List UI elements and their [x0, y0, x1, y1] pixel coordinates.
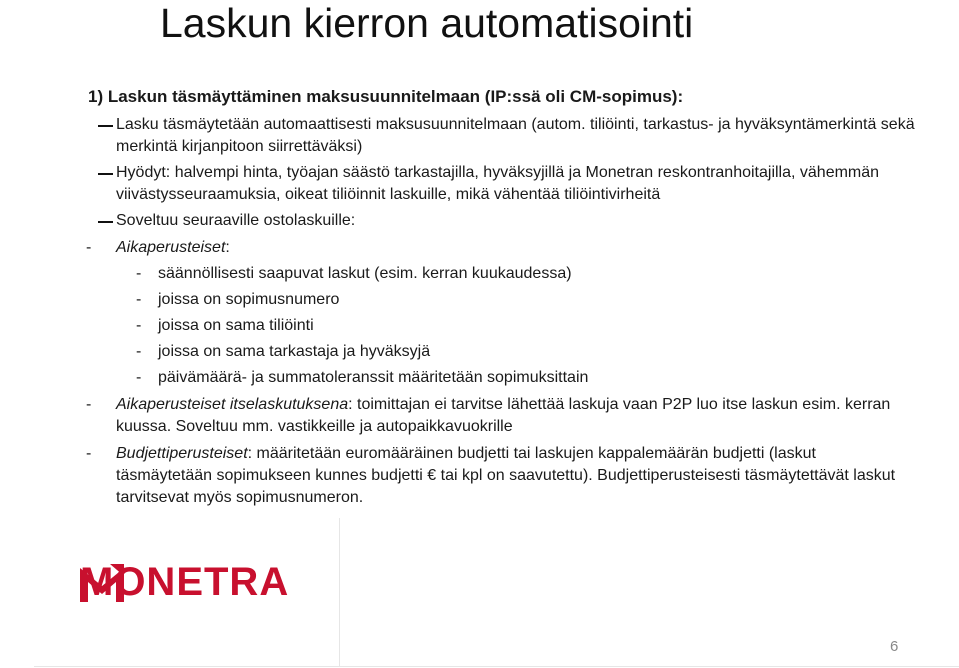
dash-marker: -: [136, 343, 142, 360]
slide-title: Laskun kierron automatisointi: [160, 0, 694, 46]
aika-item: [86, 237, 916, 259]
bullet-item: [86, 210, 916, 232]
bullet-text: Lasku täsmäytetään automaattisesti maksusuunnitelmaan (autom. tiliöinti, tarkastus- ja hyväksyntämerkintä sekä merkintä kirjanpitoon siirrettäväksi): [116, 116, 915, 155]
dash-marker: -: [136, 265, 142, 282]
footer-divider: [34, 666, 959, 667]
sub-item-text: joissa on sopimusnumero: [158, 291, 340, 308]
monetra-logo: [80, 560, 289, 604]
dash-marker: -: [136, 317, 142, 334]
bullet-dash-icon: [86, 162, 116, 184]
itselasku-item: [86, 394, 916, 438]
bullet-text: Hyödyt: halvempi hinta, työajan säästö tarkastajilla, hyväksyjillä ja Monetran reskontranhoitajilla, vähemmän viivästysseuraamuksia, oikeat tiliöinnit laskuille, mikä vähentää tiliöintivirheitä: [116, 164, 880, 203]
bullet-dash-icon: [86, 114, 116, 136]
dash-marker: -: [86, 445, 92, 462]
sub-item: [86, 289, 916, 311]
sub-item-text: joissa on sama tiliöinti: [158, 317, 314, 334]
budjetti-label: Budjettiperusteiset: [116, 445, 248, 462]
sub-item-text: säännöllisesti saapuvat laskut (esim. kerran kuukaudessa): [158, 265, 572, 282]
sub-item-text: päivämäärä- ja summatoleranssit määritetään sopimuksittain: [158, 369, 589, 386]
budjetti-text: : määritetään euromääräinen budjetti tai laskujen kappalemäärän budjetti (laskut täsmäytetään sopimukseen kunnes budjetti € tai kpl on saavutettu). Budjettiperusteisesti täsmäytettävät laskut tarvitsevat myös sopimusnumeron.: [116, 445, 896, 506]
logo-text: MONETRA: [80, 560, 290, 604]
dash-marker: -: [136, 369, 142, 386]
bullet-text: Soveltuu seuraaville ostolaskuille:: [116, 212, 356, 229]
bullet-item: [86, 162, 916, 206]
budjetti-item: [86, 443, 916, 509]
page-number: 6: [890, 638, 899, 655]
slide-body: [86, 86, 916, 509]
sub-item: [86, 341, 916, 363]
section-heading: 1) Laskun täsmäyttäminen maksusuunnitelmaan (IP:ssä oli CM-sopimus):: [88, 87, 684, 106]
bullet-dash-icon: [86, 210, 116, 232]
aika-colon: :: [225, 239, 230, 256]
sub-item-text: joissa on sama tarkastaja ja hyväksyjä: [158, 343, 431, 360]
sub-item: [86, 315, 916, 337]
dash-marker: -: [136, 291, 142, 308]
sub-item: [86, 263, 916, 285]
itselasku-label: Aikaperusteiset itselaskutuksena: [116, 396, 349, 413]
aika-label: Aikaperusteiset: [116, 239, 226, 256]
sub-item: [86, 367, 916, 389]
dash-marker: -: [86, 239, 92, 256]
itselasku-text: : toimittajan ei tarvitse lähettää laskuja vaan P2P luo itse laskun esim. kerran kuussa. Soveltuu mm. vastikkeille ja autopaikkavuokrille: [116, 396, 891, 435]
dash-marker: -: [86, 396, 92, 413]
divider-vertical: [339, 518, 340, 666]
bullet-item: [86, 114, 916, 158]
